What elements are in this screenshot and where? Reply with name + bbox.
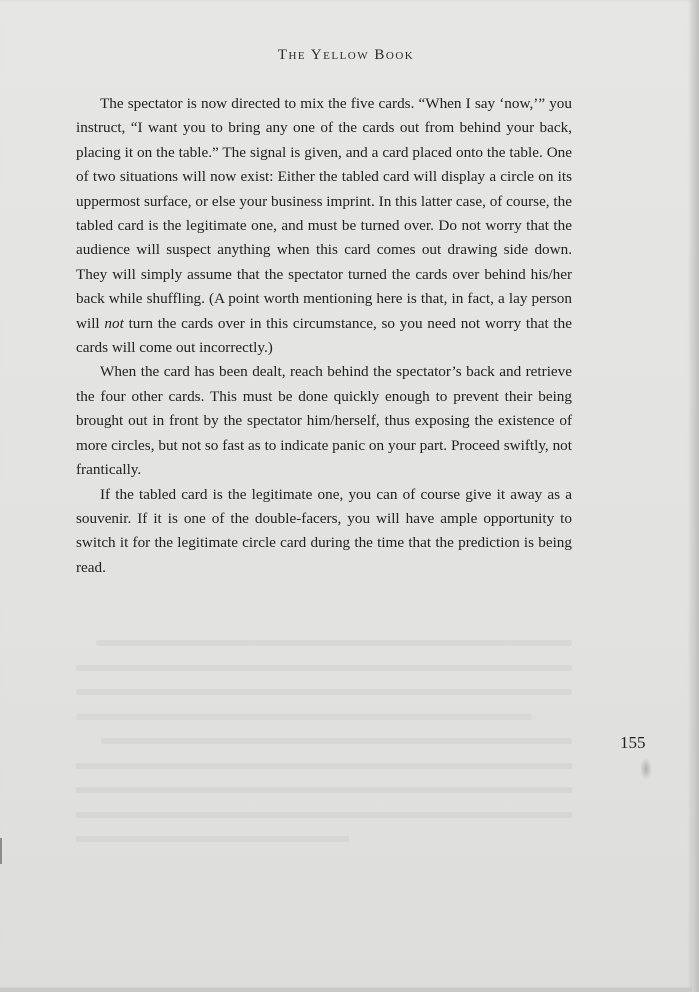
page-number: 155 xyxy=(620,733,646,752)
bleed-through-shadow xyxy=(76,640,572,880)
page-edge xyxy=(692,0,699,992)
smudge-mark xyxy=(640,758,652,780)
running-head: The Yellow Book xyxy=(277,47,415,63)
paragraph-3: If the tabled card is the legitimate one, you can of course give it away as a souvenir. If it is one of the double-facers, you will have ample opportunity to switch it for the legitimate circle card during the time that the prediction is being read. xyxy=(76,485,572,576)
paragraph-1: The spectator is now directed to mix the five cards. “When I say ‘now,’” you instruct, “I want you to bring any one of the cards out from behind your back, placing it on the table.” The signal is given, and a card placed onto the table. One of two situations will now exist: Either the tabled card will display a circle on its uppermost surface, or else your business imprint. In this latter case, of course, the tabled card is the legitimate one, and must be turned over. Do not worry that the audience will suspect anything when this card comes out drawing side down. They will simply assume that the spectator turned the cards over behind his/her back while shuffling. (A point worth mentioning here is that, in fact, a lay person will not turn the cards over in this circumstance, so you need not worry that the cards will come out incorrectly.) xyxy=(76,95,572,357)
body-text xyxy=(76,92,572,580)
binding-mark xyxy=(0,838,2,864)
paragraph-2: When the card has been dealt, reach behind the spectator’s back and retrieve the four other cards. This must be done quickly enough to prevent their being brought out in front by the spectator him/herself, thus exposing the existence of more circles, but not so fast as to indicate panic on your part. Proceed swiftly, not frantically. xyxy=(76,363,572,479)
emphasis-not: not xyxy=(104,314,124,332)
